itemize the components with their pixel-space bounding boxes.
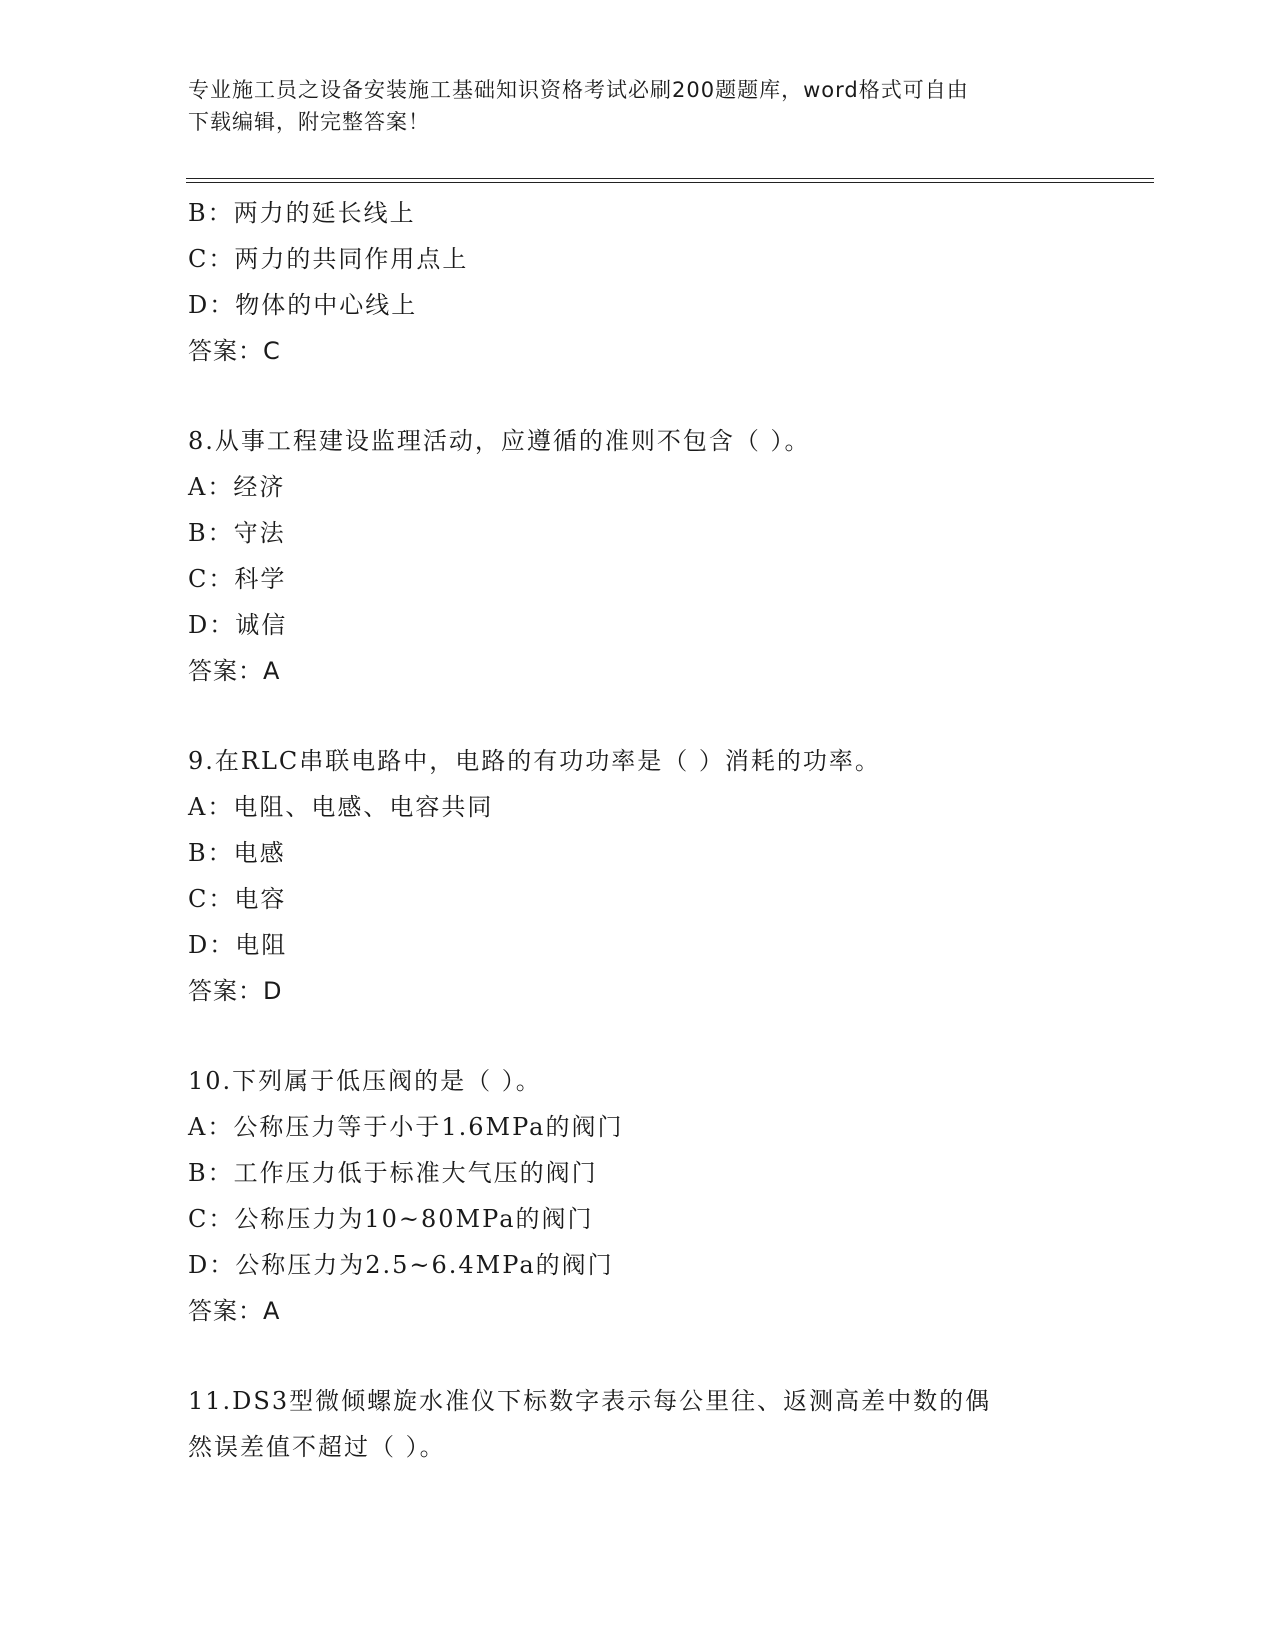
option-d: D：公称压力为2.5~6.4MPa的阀门 bbox=[188, 1251, 614, 1279]
question-stem-line-2: 然误差值不超过（ ）。 bbox=[188, 1433, 446, 1461]
option-c: C：电容 bbox=[188, 885, 287, 913]
spacer bbox=[188, 1334, 1108, 1378]
answer-line: 答案：A bbox=[188, 657, 281, 685]
question-list bbox=[188, 190, 1108, 1470]
option-a: A：公称压力等于小于1.6MPa的阀门 bbox=[188, 1113, 624, 1141]
question-block-8 bbox=[188, 418, 1108, 694]
option-d: D：诚信 bbox=[188, 611, 288, 639]
answer-line: 答案：D bbox=[188, 977, 283, 1005]
question-block-10 bbox=[188, 1058, 1108, 1334]
spacer bbox=[188, 694, 1108, 738]
option-c: C：公称压力为10~80MPa的阀门 bbox=[188, 1205, 594, 1233]
spacer bbox=[188, 374, 1108, 418]
option-c: C：两力的共同作用点上 bbox=[188, 245, 469, 273]
header-divider-top bbox=[186, 178, 1154, 179]
option-c: C：科学 bbox=[188, 565, 287, 593]
answer-line: 答案：C bbox=[188, 337, 281, 365]
question-stem-line-1: 11.DS3型微倾螺旋水准仪下标数字表示每公里往、返测高差中数的偶 bbox=[188, 1387, 992, 1415]
header-title-line-1: 专业施工员之设备安装施工基础知识资格考试必刷200题题库，word格式可自由 bbox=[188, 78, 969, 102]
document-header bbox=[188, 74, 1068, 138]
option-a: A：电阻、电感、电容共同 bbox=[188, 793, 494, 821]
option-b: B：守法 bbox=[188, 519, 286, 547]
question-stem: 9.在RLC串联电路中，电路的有功功率是（ ）消耗的功率。 bbox=[188, 747, 881, 775]
question-block-9 bbox=[188, 738, 1108, 1014]
header-title-line-2: 下载编辑，附完整答案！ bbox=[188, 110, 430, 134]
header-divider-bottom bbox=[186, 182, 1154, 183]
question-block-11 bbox=[188, 1378, 1068, 1470]
question-block-7 bbox=[188, 190, 1108, 374]
option-d: D：物体的中心线上 bbox=[188, 291, 418, 319]
spacer bbox=[188, 1014, 1108, 1058]
answer-line: 答案：A bbox=[188, 1297, 281, 1325]
option-d: D：电阻 bbox=[188, 931, 288, 959]
option-b: B：工作压力低于标准大气压的阀门 bbox=[188, 1159, 598, 1187]
option-b: B：电感 bbox=[188, 839, 286, 867]
question-stem: 8.从事工程建设监理活动，应遵循的准则不包含（ ）。 bbox=[188, 427, 811, 455]
option-b: B：两力的延长线上 bbox=[188, 199, 416, 227]
option-a: A：经济 bbox=[188, 473, 286, 501]
question-stem: 10.下列属于低压阀的是（ ）。 bbox=[188, 1067, 542, 1095]
